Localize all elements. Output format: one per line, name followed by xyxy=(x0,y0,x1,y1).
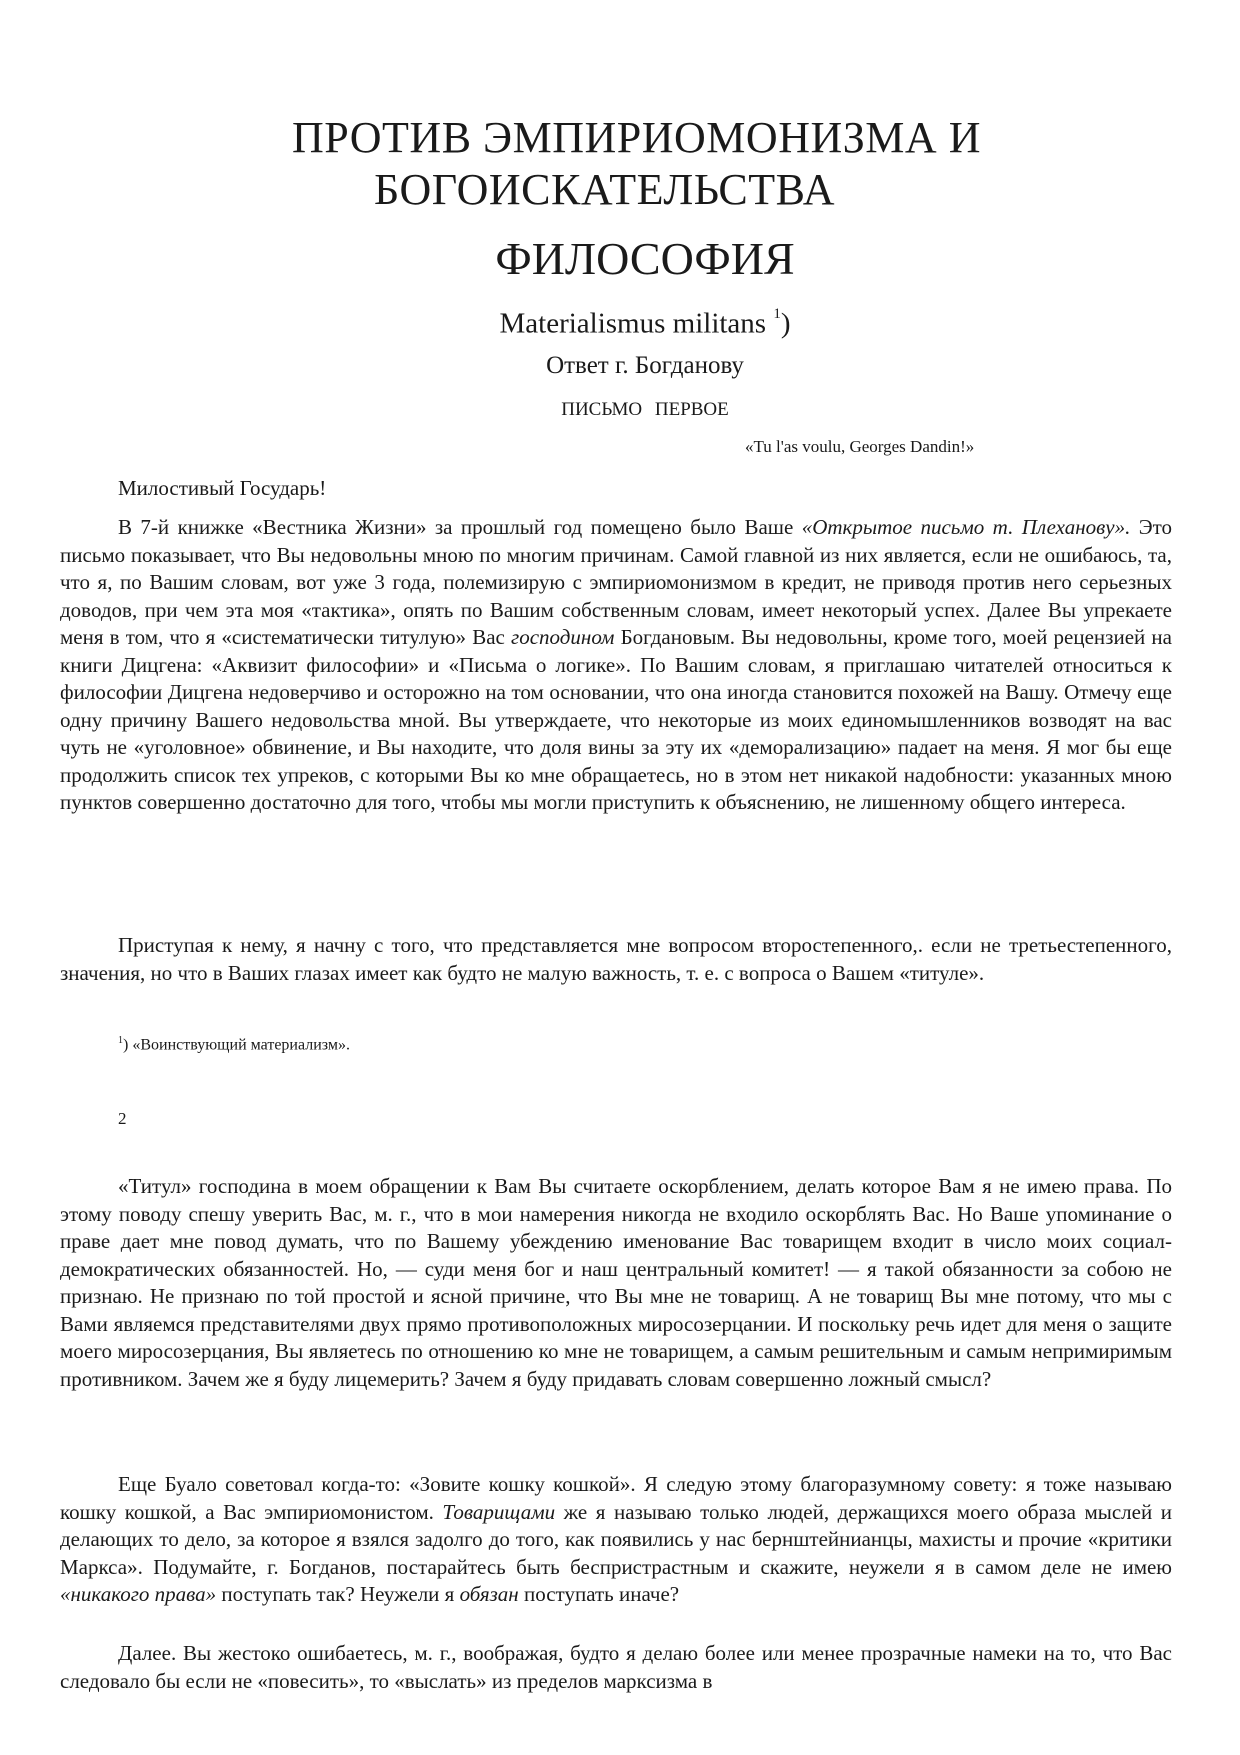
footnote xyxy=(118,1030,350,1056)
paragraph-1-text-c: Богдановым. Вы недовольны, кроме того, моей рецензией на книги Дицгена: «Аквизит философии» и «Письма о логике». По Вашим словам, я приглашаю читателей относиться к философии Дицгена недоверчиво и осторожно на том основании, что она иногда становится похожей на Вашу. Отмечу еще одну причину Вашего недовольства мной. Вы утверждаете, что некоторые из моих единомышленников возводят на вас чуть не «уголовное» обвинение, и Вы находите, что доля вины за эту их «деморализацию» падает на меня. Я мог бы еще продолжить список тех упреков, с которыми Вы ко мне обращаетесь, но в этом нет никакой надобности: указанных мною пунктов совершенно достаточно для того, чтобы мы могли приступить к объяснению, не лишенному общего интереса. xyxy=(60,625,1172,814)
page-number: 2 xyxy=(118,1109,127,1128)
answer-line: Ответ г. Богданову xyxy=(546,352,744,379)
paragraph-4-italic-b: «никакого права» xyxy=(60,1582,217,1606)
subtitle-text: Materialismus militans xyxy=(499,307,767,340)
subtitle xyxy=(0,300,1240,342)
paragraph-4-text-d: поступать иначе? xyxy=(518,1582,680,1606)
epigraph: «Tu l'as voulu, Georges Dandin!» xyxy=(745,437,975,456)
title-line-2: БОГОИСКАТЕЛЬСТВА xyxy=(374,165,835,214)
paragraph-4 xyxy=(60,1471,1172,1609)
paragraph-1-text-b: Это письмо показывает, что Вы недовольны мною по многим причинам. Самой главной из них является, если не ошибаюсь, та, что я, по Вашим словам, вот уже 3 года, полемизирую с эмпириомонизмом в кредит, не приводя против него серьезных доводов, при чем эта моя «тактика», опять по Вашим собственным словам, имеет некоторый успех. Далее Вы упрекаете меня в том, что я «систематически титулую» Вас xyxy=(60,515,1173,649)
paragraph-4-italic-a: Товарищами xyxy=(442,1499,556,1524)
subtitle-footnote-mark[interactable]: 1 xyxy=(773,306,781,322)
paragraph-5: Далее. Вы жестоко ошибаетесь, м. г., воображая, будто я делаю более или менее прозрачные намеки на то, что Вас следовало бы если не «повесить», то «выслать» из пределов марксизма в xyxy=(60,1641,1172,1693)
paragraph-1-italic-a: «Открытое письмо т. Плеханову». xyxy=(801,515,1131,539)
greeting: Милостивый Государь! xyxy=(118,476,327,500)
paragraph-1-italic-b: господином xyxy=(511,625,615,649)
footnote-mark: 1 xyxy=(118,1035,123,1046)
footnote-text: ) «Воинствующий материализм». xyxy=(123,1036,350,1054)
paragraph-4-italic-c: обязан xyxy=(459,1582,519,1606)
title-line-1: ПРОТИВ ЭМПИРИОМОНИЗМА И xyxy=(292,113,981,162)
section-heading: ФИЛОСОФИЯ xyxy=(495,233,795,284)
paragraph-4-text-c: поступать так? Неужели я xyxy=(216,1582,460,1606)
paragraph-1-text-a: В 7-й книжке «Вестника Жизни» за прошлый год помещено было Ваше xyxy=(118,515,802,539)
paragraph-4-text-a: Еще Буало советовал когда-то: «Зовите кошку кошкой». Я следую этому благоразумному совету: я тоже называю кошку кошкой, а Вас эмпириомонистом. xyxy=(60,1472,1172,1524)
paragraph-4-text-b: же я называю только людей, держащихся моего образа мыслей и делающих то дело, за которое я взялся задолго до того, как появились у нас бернштейнианцы, махисты и прочие «критики Маркса». Подумайте, г. Богданов, постарайтесь быть беспристрастным и скажите, неужели я в самом деле не имею xyxy=(60,1499,1173,1579)
paragraph-2: Приступая к нему, я начну с того, что представляется мне вопросом второстепенного,. если не третьестепенного, значения, но что в Ваших глазах имеет как будто не малую важность, т. е. с вопроса о Вашем «титуле». xyxy=(60,933,1172,985)
letter-heading: ПИСЬМО ПЕРВОЕ xyxy=(561,399,729,420)
paragraph-1 xyxy=(60,514,1172,817)
subtitle-paren: ) xyxy=(780,307,791,340)
paragraph-3: «Титул» господина в моем обращении к Вам Вы считаете оскорблением, делать которое Вам я не имею права. По этому поводу спешу уверить Вас, м. г., что в мои намерения никогда не входило оскорблять Вас. Но Ваше упоминание о праве дает мне повод думать, что по Вашему убеждению именование Вас товарищем входит в число моих социал-демократических обязанностей. Но, — суди меня бог и наш центральный комитет! — я такой обязанности за собою не признаю. Не признаю по той простой и ясной причине, что Вы мне не товарищ. А не товарищ Вы мне потому, что мы с Вами являемся представителями двух прямо противоположных миросозерцании. И поскольку речь идет для меня о защите моего миросозерцания, Вы являетесь по отношению ко мне не товарищем, а самым решительным и самым непримиримым противником. Зачем же я буду лицемерить? Зачем я буду придавать словам совершенно ложный смысл? xyxy=(60,1174,1172,1391)
